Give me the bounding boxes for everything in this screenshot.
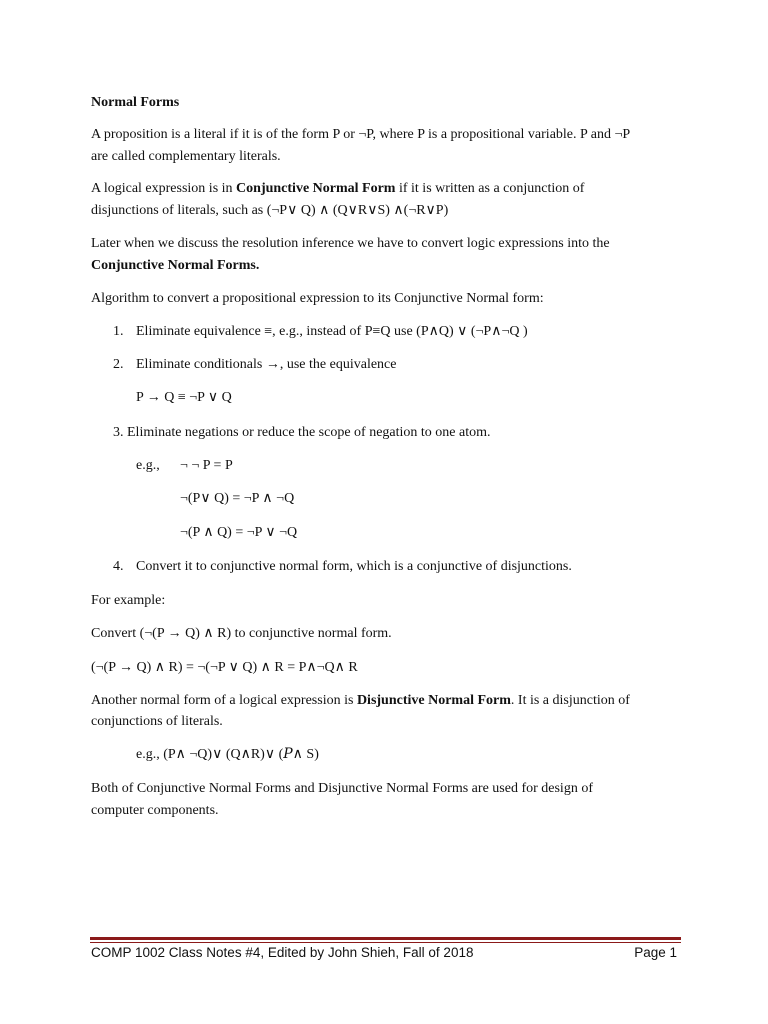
footer-page-number: Page 1 (634, 945, 677, 960)
paragraph-literal-line1: A proposition is a literal if it is of the form P or ¬P, where P is a propositional variable. P and ¬P (91, 127, 631, 142)
example-result: (¬(P → Q) ∧ R) = ¬(¬P ∨ Q) ∧ R = P∧¬Q∧ R (91, 660, 358, 675)
step-1-text: Eliminate equivalence ≡, e.g., instead of P≡Q use (P∧Q) ∨ (¬P∧¬Q ) (136, 324, 528, 339)
step-4-number: 4. (113, 559, 124, 574)
paragraph-literal-line2: are called complementary literals. (91, 149, 281, 164)
paragraph-usage-line2: computer components. (91, 803, 219, 818)
step-3-eg-label: e.g., (136, 458, 160, 473)
paragraph-dnf-example: e.g., (P∧ ¬Q)∨ (Q∧R)∨ (𝑃∧ S) (136, 747, 319, 762)
footer-rule-thick (90, 937, 681, 940)
step-3-formula-2: ¬(P∨ Q) = ¬P ∧ ¬Q (180, 491, 295, 506)
paragraph-cnf-line2: disjunctions of literals, such as (¬P∨ Q) ∧ (Q∨R∨S) ∧(¬R∨P) (91, 203, 449, 218)
paragraph-dnf-line2: conjunctions of literals. (91, 714, 223, 729)
footer-rule-thin (90, 942, 681, 943)
paragraph-algorithm-intro: Algorithm to convert a propositional expression to its Conjunctive Normal form: (91, 291, 544, 306)
paragraph-resolution-line1: Later when we discuss the resolution inference we have to convert logic expressions into the (91, 236, 610, 251)
section-heading: Normal Forms (91, 95, 180, 110)
paragraph-usage-line1: Both of Conjunctive Normal Forms and Disjunctive Normal Forms are used for design of (91, 781, 593, 796)
example-convert: Convert (¬(P → Q) ∧ R) to conjunctive normal form. (91, 626, 392, 641)
step-1-number: 1. (113, 324, 124, 339)
step-4-text: Convert it to conjunctive normal form, which is a conjunctive of disjunctions. (136, 559, 572, 574)
example-intro: For example: (91, 593, 166, 608)
step-3-formula-3: ¬(P ∧ Q) = ¬P ∨ ¬Q (180, 525, 298, 540)
paragraph-cnf-line1: A logical expression is in Conjunctive Normal Form if it is written as a conjunction of (91, 181, 585, 196)
paragraph-dnf-line1: Another normal form of a logical expression is Disjunctive Normal Form. It is a disjunction of (91, 693, 630, 708)
step-3-formula-1: ¬ ¬ P = P (180, 458, 233, 473)
step-2-number: 2. (113, 357, 124, 372)
paragraph-resolution-line2: Conjunctive Normal Forms. (91, 258, 260, 273)
footer-course-info: COMP 1002 Class Notes #4, Edited by John Shieh, Fall of 2018 (91, 945, 474, 960)
step-2-text: Eliminate conditionals →, use the equivalence (136, 357, 397, 372)
step-2-formula: P → Q ≡ ¬P ∨ Q (136, 390, 232, 405)
step-3-text: 3. Eliminate negations or reduce the scope of negation to one atom. (113, 425, 491, 440)
